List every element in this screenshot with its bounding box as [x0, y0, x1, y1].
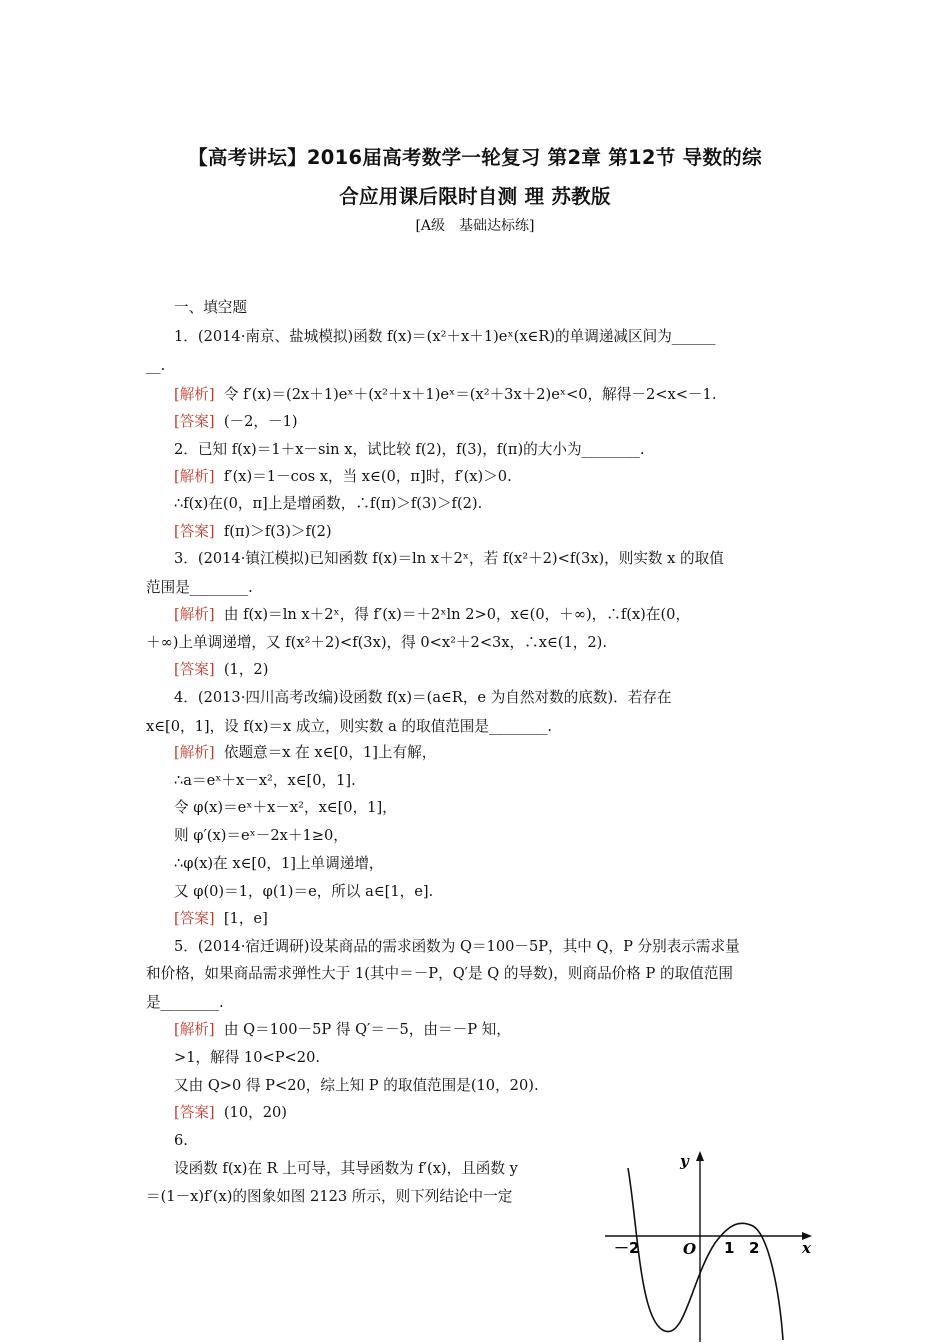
- question-4-answer: [174, 909, 268, 929]
- analysis-text: 依题意＝x 在 x∈[0，1]上有解，: [214, 744, 437, 761]
- tick-label-2: 2: [749, 1239, 760, 1257]
- question-5-line-1: 5．(2014·宿迁调研)设某商品的需求函数为 Q＝100－5P，其中 Q，P 分别表示需求量: [174, 938, 740, 955]
- question-3-answer: [174, 660, 268, 680]
- question-1-line-2: __.: [146, 357, 166, 374]
- answer-text: f(π)＞f(3)＞f(2): [214, 523, 332, 540]
- tick-label-neg2: －2: [614, 1239, 640, 1257]
- answer-tag: [答案]: [174, 1104, 215, 1121]
- question-5-line-2: 和价格，如果商品需求弹性大于 1(其中＝－P，Q′是 Q 的导数)，则商品价格 P 的取值范围: [146, 965, 733, 982]
- question-5-analysis: [174, 1020, 511, 1040]
- analysis-tag: [解析]: [174, 386, 215, 403]
- question-4-analysis: [174, 743, 436, 763]
- document-title-line-2: 合应用课后限时自测 理 苏教版: [339, 185, 611, 208]
- question-5-answer: [174, 1103, 287, 1123]
- analysis-tag: [解析]: [174, 606, 215, 623]
- question-6-line-2: ＝(1－x)f′(x)的图象如图 2123 所示，则下列结论中一定: [146, 1188, 513, 1205]
- analysis-text: 令 f′(x)＝(2x＋1)eˣ＋(x²＋x＋1)eˣ＝(x²＋3x＋2)eˣ<0，解得－2<x<－1.: [214, 386, 717, 403]
- question-1-line-1: 1．(2014·南京、盐城模拟)函数 f(x)＝(x²＋x＋1)eˣ(x∈R)的单调递减区间为______: [174, 328, 716, 345]
- question-6-line-1: 设函数 f(x)在 R 上可导，其导函数为 f′(x)，且函数 y: [174, 1160, 518, 1177]
- question-6-number: 6.: [174, 1132, 188, 1149]
- question-5-line-3: 是________.: [146, 994, 224, 1011]
- question-4-step-2: ∴a＝eˣ＋x－x²，x∈[0，1].: [174, 772, 356, 789]
- analysis-tag: [解析]: [174, 468, 215, 485]
- question-2-analysis: [174, 467, 512, 487]
- question-4-line-2: x∈[0，1]，设 f(x)＝x 成立，则实数 a 的取值范围是________.: [146, 718, 553, 735]
- question-4-step-4: 则 φ′(x)＝eˣ－2x＋1≥0，: [174, 827, 348, 844]
- answer-tag: [答案]: [174, 661, 215, 678]
- answer-text: (－2，－1): [214, 413, 298, 430]
- analysis-text: 由 f(x)＝ln x＋2ˣ，得 f′(x)＝＋2ˣln 2>0，x∈(0，＋∞)，∴f(x)在(0，: [214, 606, 691, 623]
- question-3-analysis: [174, 605, 690, 625]
- origin-label: O: [683, 1240, 697, 1258]
- level-subtitle: [A级 基础达标练]: [415, 218, 535, 234]
- section-heading: 一、填空题: [174, 299, 247, 316]
- x-axis-label: x: [802, 1239, 811, 1257]
- question-2-answer: [174, 522, 332, 542]
- analysis-text: 由 Q＝100－5P 得 Q′＝－5，由＝－P 知，: [214, 1021, 511, 1038]
- y-axis-arrow: [696, 1151, 704, 1161]
- question-3-analysis-line-2: ＋∞)上单调递增，又 f(x²＋2)<f(3x)，得 0<x²＋2<3x，∴x∈(1，2).: [146, 634, 607, 651]
- question-1-answer: [174, 412, 298, 432]
- answer-text: (1，2): [214, 661, 269, 678]
- question-4-step-5: ∴φ(x)在 x∈[0，1]上单调递增，: [174, 855, 384, 872]
- y-axis-label: y: [680, 1152, 689, 1170]
- question-1-analysis: [174, 385, 716, 405]
- question-5-step-2: >1，解得 10<P<20.: [174, 1049, 320, 1066]
- question-3-line-2: 范围是________.: [146, 579, 253, 596]
- tick-label-1: 1: [724, 1239, 735, 1257]
- question-2: 2．已知 f(x)＝1＋x－sin x，试比较 f(2)，f(3)，f(π)的大小为________.: [174, 441, 645, 458]
- question-3-line-1: 3．(2014·镇江模拟)已知函数 f(x)＝ln x＋2ˣ，若 f(x²＋2)<f(3x)，则实数 x 的取值: [174, 550, 724, 567]
- answer-tag: [答案]: [174, 523, 215, 540]
- analysis-text: f′(x)＝1－cos x，当 x∈(0，π]时，f′(x)＞0.: [214, 468, 512, 485]
- document-title-line-1: 【高考讲坛】2016届高考数学一轮复习 第2章 第12节 导数的综: [188, 146, 762, 169]
- answer-tag: [答案]: [174, 910, 215, 927]
- curve: [628, 1168, 783, 1340]
- analysis-tag: [解析]: [174, 744, 215, 761]
- question-4-step-6: 又 φ(0)＝1，φ(1)＝e，所以 a∈[1，e].: [174, 883, 434, 900]
- answer-text: [1，e]: [214, 910, 268, 927]
- question-4-step-3: 令 φ(x)＝eˣ＋x－x²，x∈[0，1]，: [174, 799, 397, 816]
- function-graph-figure: [600, 1148, 820, 1344]
- question-4-line-1: 4．(2013·四川高考改编)设函数 f(x)＝(a∈R，e 为自然对数的底数)．若存在: [174, 689, 672, 706]
- question-2-therefore: ∴f(x)在(0，π]上是增函数，∴f(π)＞f(3)＞f(2).: [174, 495, 483, 512]
- analysis-tag: [解析]: [174, 1021, 215, 1038]
- question-5-step-3: 又由 Q>0 得 P<20，综上知 P 的取值范围是(10，20).: [174, 1077, 539, 1094]
- answer-text: (10，20): [214, 1104, 287, 1121]
- answer-tag: [答案]: [174, 413, 215, 430]
